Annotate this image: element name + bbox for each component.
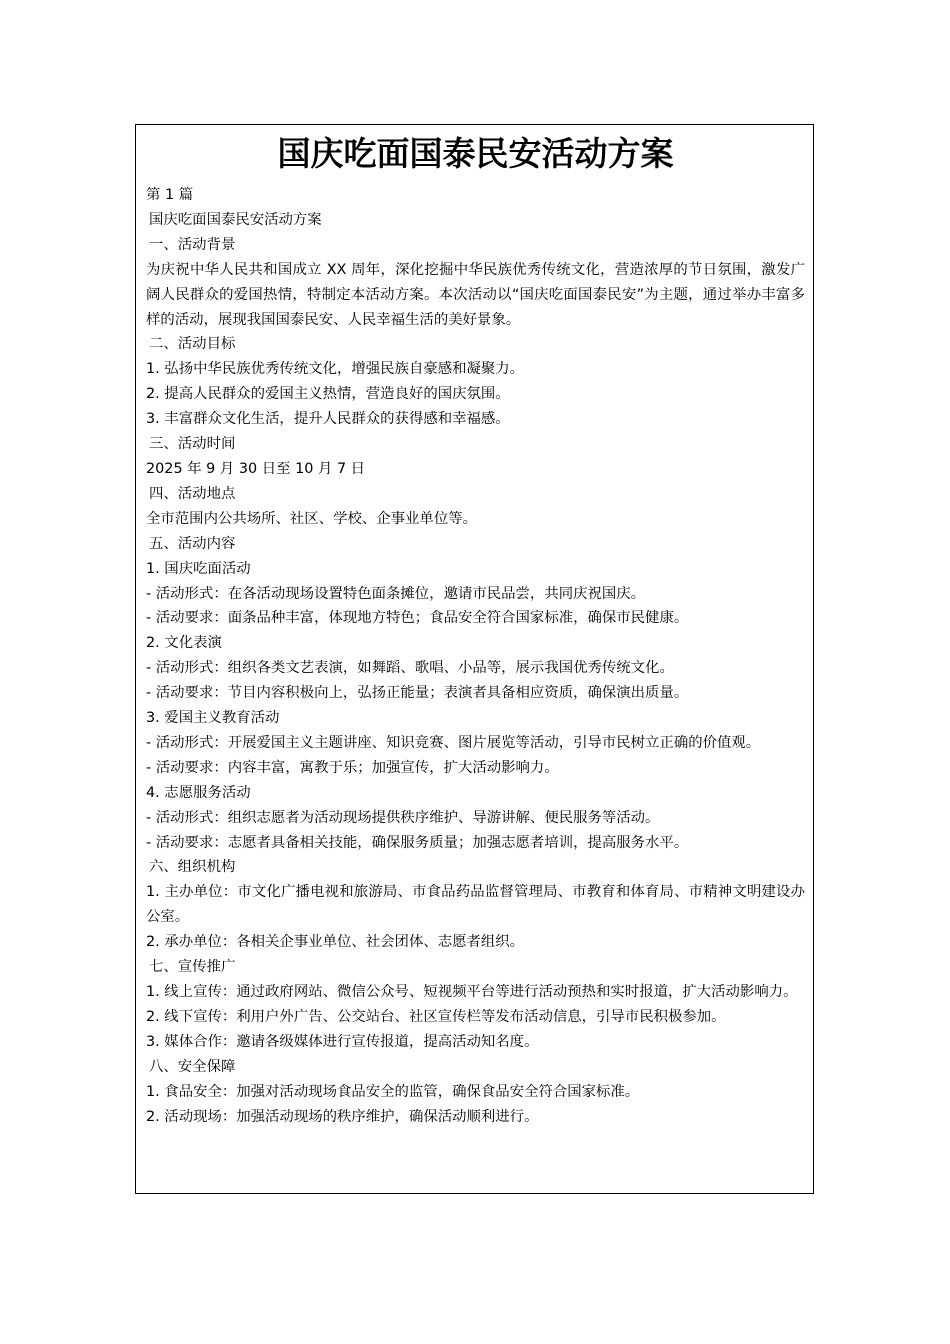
body-paragraph: 2025 年 9 月 30 日至 10 月 7 日 [146, 460, 366, 477]
body-paragraph: 全市范围内公共场所、社区、学校、企事业单位等。 [146, 510, 477, 527]
body-paragraph: - 活动形式：组织各类文艺表演，如舞蹈、歌唱、小品等，展示我国优秀传统文化。 [146, 660, 674, 677]
body-paragraph: 3. 媒体合作：邀请各级媒体进行宣传报道，提高活动知名度。 [146, 1033, 539, 1050]
section-heading: 四、活动地点 [149, 485, 236, 502]
body-paragraph: - 活动形式：在各活动现场设置特色面条摊位，邀请市民品尝，共同庆祝国庆。 [146, 585, 646, 602]
body-paragraph: 4. 志愿服务活动 [146, 784, 251, 801]
document-body [146, 183, 805, 1129]
section-heading: 国庆吃面国泰民安活动方案 [149, 211, 322, 228]
body-paragraph: - 活动要求：内容丰富，寓教于乐；加强宣传，扩大活动影响力。 [146, 759, 559, 776]
body-paragraph: 1. 主办单位：市文化广播电视和旅游局、市食品药品监督管理局、市教育和体育局、市精神文明建设办公室。 [146, 884, 805, 926]
body-paragraph: - 活动要求：节目内容积极向上，弘扬正能量；表演者具备相应资质，确保演出质量。 [146, 685, 689, 702]
section-heading: 七、宣传推广 [149, 959, 236, 976]
document-title: 国庆吃面国泰民安活动方案 [277, 134, 674, 173]
body-paragraph: 3. 爱国主义教育活动 [146, 710, 280, 727]
body-paragraph: 1. 线上宣传：通过政府网站、微信公众号、短视频平台等进行活动预热和实时报道，扩大活动影响力。 [146, 984, 798, 1000]
body-paragraph: 2. 线下宣传：利用户外广告、公交站台、社区宣传栏等发布活动信息，引导市民积极参加。 [146, 1008, 726, 1025]
body-paragraph: 1. 国庆吃面活动 [146, 560, 251, 577]
section-heading: 三、活动时间 [149, 436, 236, 453]
document-frame [135, 124, 814, 1194]
body-paragraph: - 活动要求：面条品种丰富，体现地方特色；食品安全符合国家标准，确保市民健康。 [146, 610, 689, 627]
body-paragraph: 第 1 篇 [146, 187, 194, 203]
body-paragraph: 3. 丰富群众文化生活，提升人民群众的获得感和幸福感。 [146, 411, 510, 428]
body-paragraph: 2. 活动现场：加强活动现场的秩序维护，确保活动顺利进行。 [146, 1108, 539, 1125]
body-paragraph: 1. 食品安全：加强对活动现场食品安全的监管，确保食品安全符合国家标准。 [146, 1083, 640, 1100]
body-paragraph: - 活动要求：志愿者具备相关技能，确保服务质量；加强志愿者培训，提高服务水平。 [146, 834, 689, 851]
body-paragraph: - 活动形式：开展爱国主义主题讲座、知识竞赛、图片展览等活动，引导市民树立正确的价值观。 [146, 734, 761, 751]
section-heading: 六、组织机构 [149, 859, 236, 876]
section-heading: 一、活动背景 [149, 236, 236, 253]
body-paragraph: 2. 承办单位：各相关企事业单位、社会团体、志愿者组织。 [146, 934, 525, 951]
section-heading: 八、安全保障 [149, 1058, 236, 1075]
section-heading: 五、活动内容 [149, 535, 236, 552]
body-paragraph: 2. 提高人民群众的爱国主义热情，营造良好的国庆氛围。 [146, 386, 510, 403]
body-paragraph: 为庆祝中华人民共和国成立 XX 周年，深化挖掘中华民族优秀传统文化，营造浓厚的节日氛围，激发广阔人民群众的爱国热情，特制定本活动方案。本次活动以“国庆吃面国泰民安”为主题，通过举办丰富多样的活动，展现我国国泰民安、人民幸福生活的美好景象。 [146, 261, 805, 328]
section-heading: 二、活动目标 [149, 336, 236, 353]
body-paragraph: - 活动形式：组织志愿者为活动现场提供秩序维护、导游讲解、便民服务等活动。 [146, 809, 660, 826]
body-paragraph: 1. 弘扬中华民族优秀传统文化，增强民族自豪感和凝聚力。 [146, 361, 525, 378]
body-paragraph: 2. 文化表演 [146, 635, 222, 652]
